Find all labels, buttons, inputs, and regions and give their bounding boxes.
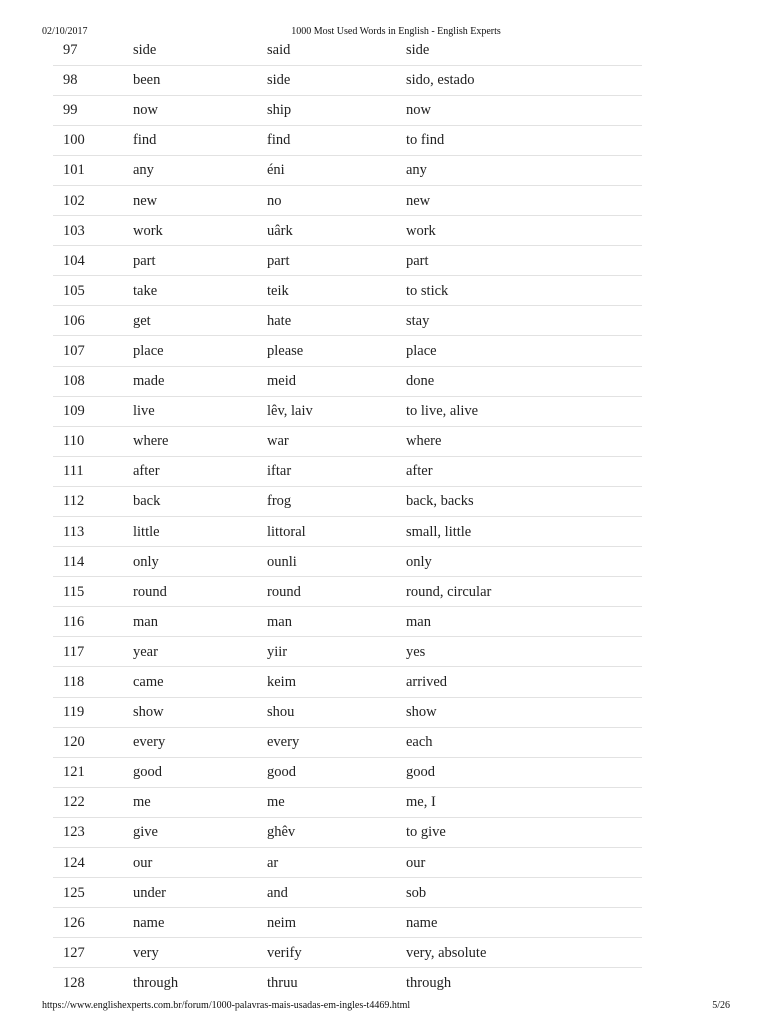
pronunciation: please — [267, 336, 406, 366]
english-word: show — [133, 697, 267, 727]
table-row — [53, 607, 642, 637]
table-row — [53, 396, 642, 426]
word-number: 106 — [53, 306, 133, 336]
translation: any — [406, 155, 642, 185]
print-date: 02/10/2017 — [42, 26, 88, 37]
translation: yes — [406, 637, 642, 667]
pronunciation: ghêv — [267, 817, 406, 847]
table-row — [53, 216, 642, 246]
translation: work — [406, 216, 642, 246]
table-row — [53, 65, 642, 95]
word-number: 100 — [53, 125, 133, 155]
table-row — [53, 35, 642, 65]
english-word: through — [133, 975, 179, 992]
word-number: 104 — [53, 246, 133, 276]
table-row — [53, 125, 642, 155]
word-number: 113 — [53, 517, 133, 547]
word-number: 128 — [63, 975, 85, 992]
table-row — [53, 486, 642, 516]
translation: sido, estado — [406, 65, 642, 95]
pronunciation: ounli — [267, 547, 406, 577]
english-word: work — [133, 216, 267, 246]
pronunciation: keim — [267, 667, 406, 697]
word-number: 120 — [53, 727, 133, 757]
table-row — [53, 908, 642, 938]
pronunciation: good — [267, 757, 406, 787]
table-row — [53, 878, 642, 908]
table-row — [53, 306, 642, 336]
english-word: only — [133, 547, 267, 577]
english-word: good — [133, 757, 267, 787]
pronunciation: side — [267, 65, 406, 95]
word-number: 107 — [53, 336, 133, 366]
word-number: 122 — [53, 787, 133, 817]
word-number: 101 — [53, 155, 133, 185]
word-number: 102 — [53, 185, 133, 215]
english-word: get — [133, 306, 267, 336]
word-number: 108 — [53, 366, 133, 396]
word-number: 125 — [53, 878, 133, 908]
translation: after — [406, 456, 642, 486]
english-word: year — [133, 637, 267, 667]
word-number: 97 — [53, 35, 133, 65]
word-table — [53, 35, 642, 998]
pronunciation: ship — [267, 95, 406, 125]
table-row — [53, 426, 642, 456]
english-word: where — [133, 426, 267, 456]
word-number: 105 — [53, 276, 133, 306]
table-row — [53, 938, 642, 968]
pronunciation: said — [267, 35, 406, 65]
pronunciation: every — [267, 727, 406, 757]
pronunciation: man — [267, 607, 406, 637]
word-number: 118 — [53, 667, 133, 697]
pronunciation: war — [267, 426, 406, 456]
pronunciation: me — [267, 787, 406, 817]
translation: side — [406, 35, 642, 65]
pronunciation: thruu — [267, 975, 298, 992]
word-number: 127 — [53, 938, 133, 968]
table-row — [53, 95, 642, 125]
word-table-body — [53, 35, 642, 998]
word-number: 121 — [53, 757, 133, 787]
table-row — [53, 667, 642, 697]
pronunciation: shou — [267, 697, 406, 727]
table-row — [53, 276, 642, 306]
pronunciation: lêv, laiv — [267, 396, 406, 426]
translation: to stick — [406, 276, 642, 306]
translation: round, circular — [406, 577, 642, 607]
pronunciation: no — [267, 185, 406, 215]
translation: to find — [406, 125, 642, 155]
word-number: 126 — [53, 908, 133, 938]
table-row — [53, 727, 642, 757]
english-word: side — [133, 35, 267, 65]
english-word: came — [133, 667, 267, 697]
translation: very, absolute — [406, 938, 642, 968]
english-word: under — [133, 878, 267, 908]
page-title: 1000 Most Used Words in English - English Experts — [291, 26, 501, 37]
pronunciation: find — [267, 125, 406, 155]
pronunciation: hate — [267, 306, 406, 336]
english-word: live — [133, 396, 267, 426]
translation: show — [406, 697, 642, 727]
translation: done — [406, 366, 642, 396]
translation: new — [406, 185, 642, 215]
table-row — [53, 968, 642, 998]
english-word: part — [133, 246, 267, 276]
table-row — [53, 155, 642, 185]
translation: part — [406, 246, 642, 276]
translation: only — [406, 547, 642, 577]
english-word: little — [133, 517, 267, 547]
translation: now — [406, 95, 642, 125]
english-word: our — [133, 848, 267, 878]
translation: sob — [406, 878, 642, 908]
word-number: 119 — [53, 697, 133, 727]
pronunciation: verify — [267, 938, 406, 968]
word-number: 98 — [53, 65, 133, 95]
pronunciation: neim — [267, 908, 406, 938]
table-row — [53, 757, 642, 787]
translation: each — [406, 727, 642, 757]
english-word: find — [133, 125, 267, 155]
word-number: 103 — [53, 216, 133, 246]
translation: me, I — [406, 787, 642, 817]
page-number: 5/26 — [712, 1000, 730, 1011]
table-row — [53, 456, 642, 486]
translation: through — [406, 975, 452, 992]
translation: man — [406, 607, 642, 637]
table-row — [53, 185, 642, 215]
source-url: https://www.englishexperts.com.br/forum/1000-palavras-mais-usadas-em-ingles-t4469.html — [42, 1000, 411, 1011]
pronunciation: ar — [267, 848, 406, 878]
table-row — [53, 787, 642, 817]
table-row — [53, 246, 642, 276]
english-word: back — [133, 486, 267, 516]
pronunciation: yiir — [267, 637, 406, 667]
word-number: 114 — [53, 547, 133, 577]
word-number: 111 — [53, 456, 133, 486]
word-number: 117 — [53, 637, 133, 667]
english-word: take — [133, 276, 267, 306]
translation: small, little — [406, 517, 642, 547]
word-number: 99 — [53, 95, 133, 125]
translation: where — [406, 426, 642, 456]
english-word: give — [133, 817, 267, 847]
translation: our — [406, 848, 642, 878]
english-word: any — [133, 155, 267, 185]
table-row — [53, 517, 642, 547]
english-word: me — [133, 787, 267, 817]
word-number: 116 — [53, 607, 133, 637]
table-row — [53, 697, 642, 727]
word-number: 123 — [53, 817, 133, 847]
table-row — [53, 637, 642, 667]
word-number: 115 — [53, 577, 133, 607]
english-word: very — [133, 938, 267, 968]
translation: arrived — [406, 667, 642, 697]
translation: place — [406, 336, 642, 366]
english-word: now — [133, 95, 267, 125]
pronunciation: littoral — [267, 517, 406, 547]
pronunciation: iftar — [267, 456, 406, 486]
pronunciation: frog — [267, 486, 406, 516]
translation: stay — [406, 306, 642, 336]
word-number: 112 — [53, 486, 133, 516]
table-row — [53, 366, 642, 396]
translation: good — [406, 757, 642, 787]
english-word: round — [133, 577, 267, 607]
word-number: 124 — [53, 848, 133, 878]
table-row — [53, 817, 642, 847]
translation: to live, alive — [406, 396, 642, 426]
word-number: 110 — [53, 426, 133, 456]
pronunciation: and — [267, 878, 406, 908]
english-word: place — [133, 336, 267, 366]
word-number: 109 — [53, 396, 133, 426]
english-word: after — [133, 456, 267, 486]
pronunciation: uârk — [267, 216, 406, 246]
pronunciation: éni — [267, 155, 406, 185]
pronunciation: teik — [267, 276, 406, 306]
translation: to give — [406, 817, 642, 847]
english-word: man — [133, 607, 267, 637]
pronunciation: part — [267, 246, 406, 276]
english-word: made — [133, 366, 267, 396]
english-word: new — [133, 185, 267, 215]
table-row — [53, 547, 642, 577]
table-row — [53, 336, 642, 366]
translation: back, backs — [406, 486, 642, 516]
translation: name — [406, 908, 642, 938]
english-word: been — [133, 65, 267, 95]
english-word: every — [133, 727, 267, 757]
table-row — [53, 848, 642, 878]
english-word: name — [133, 908, 267, 938]
pronunciation: round — [267, 577, 406, 607]
table-row — [53, 577, 642, 607]
pronunciation: meid — [267, 366, 406, 396]
